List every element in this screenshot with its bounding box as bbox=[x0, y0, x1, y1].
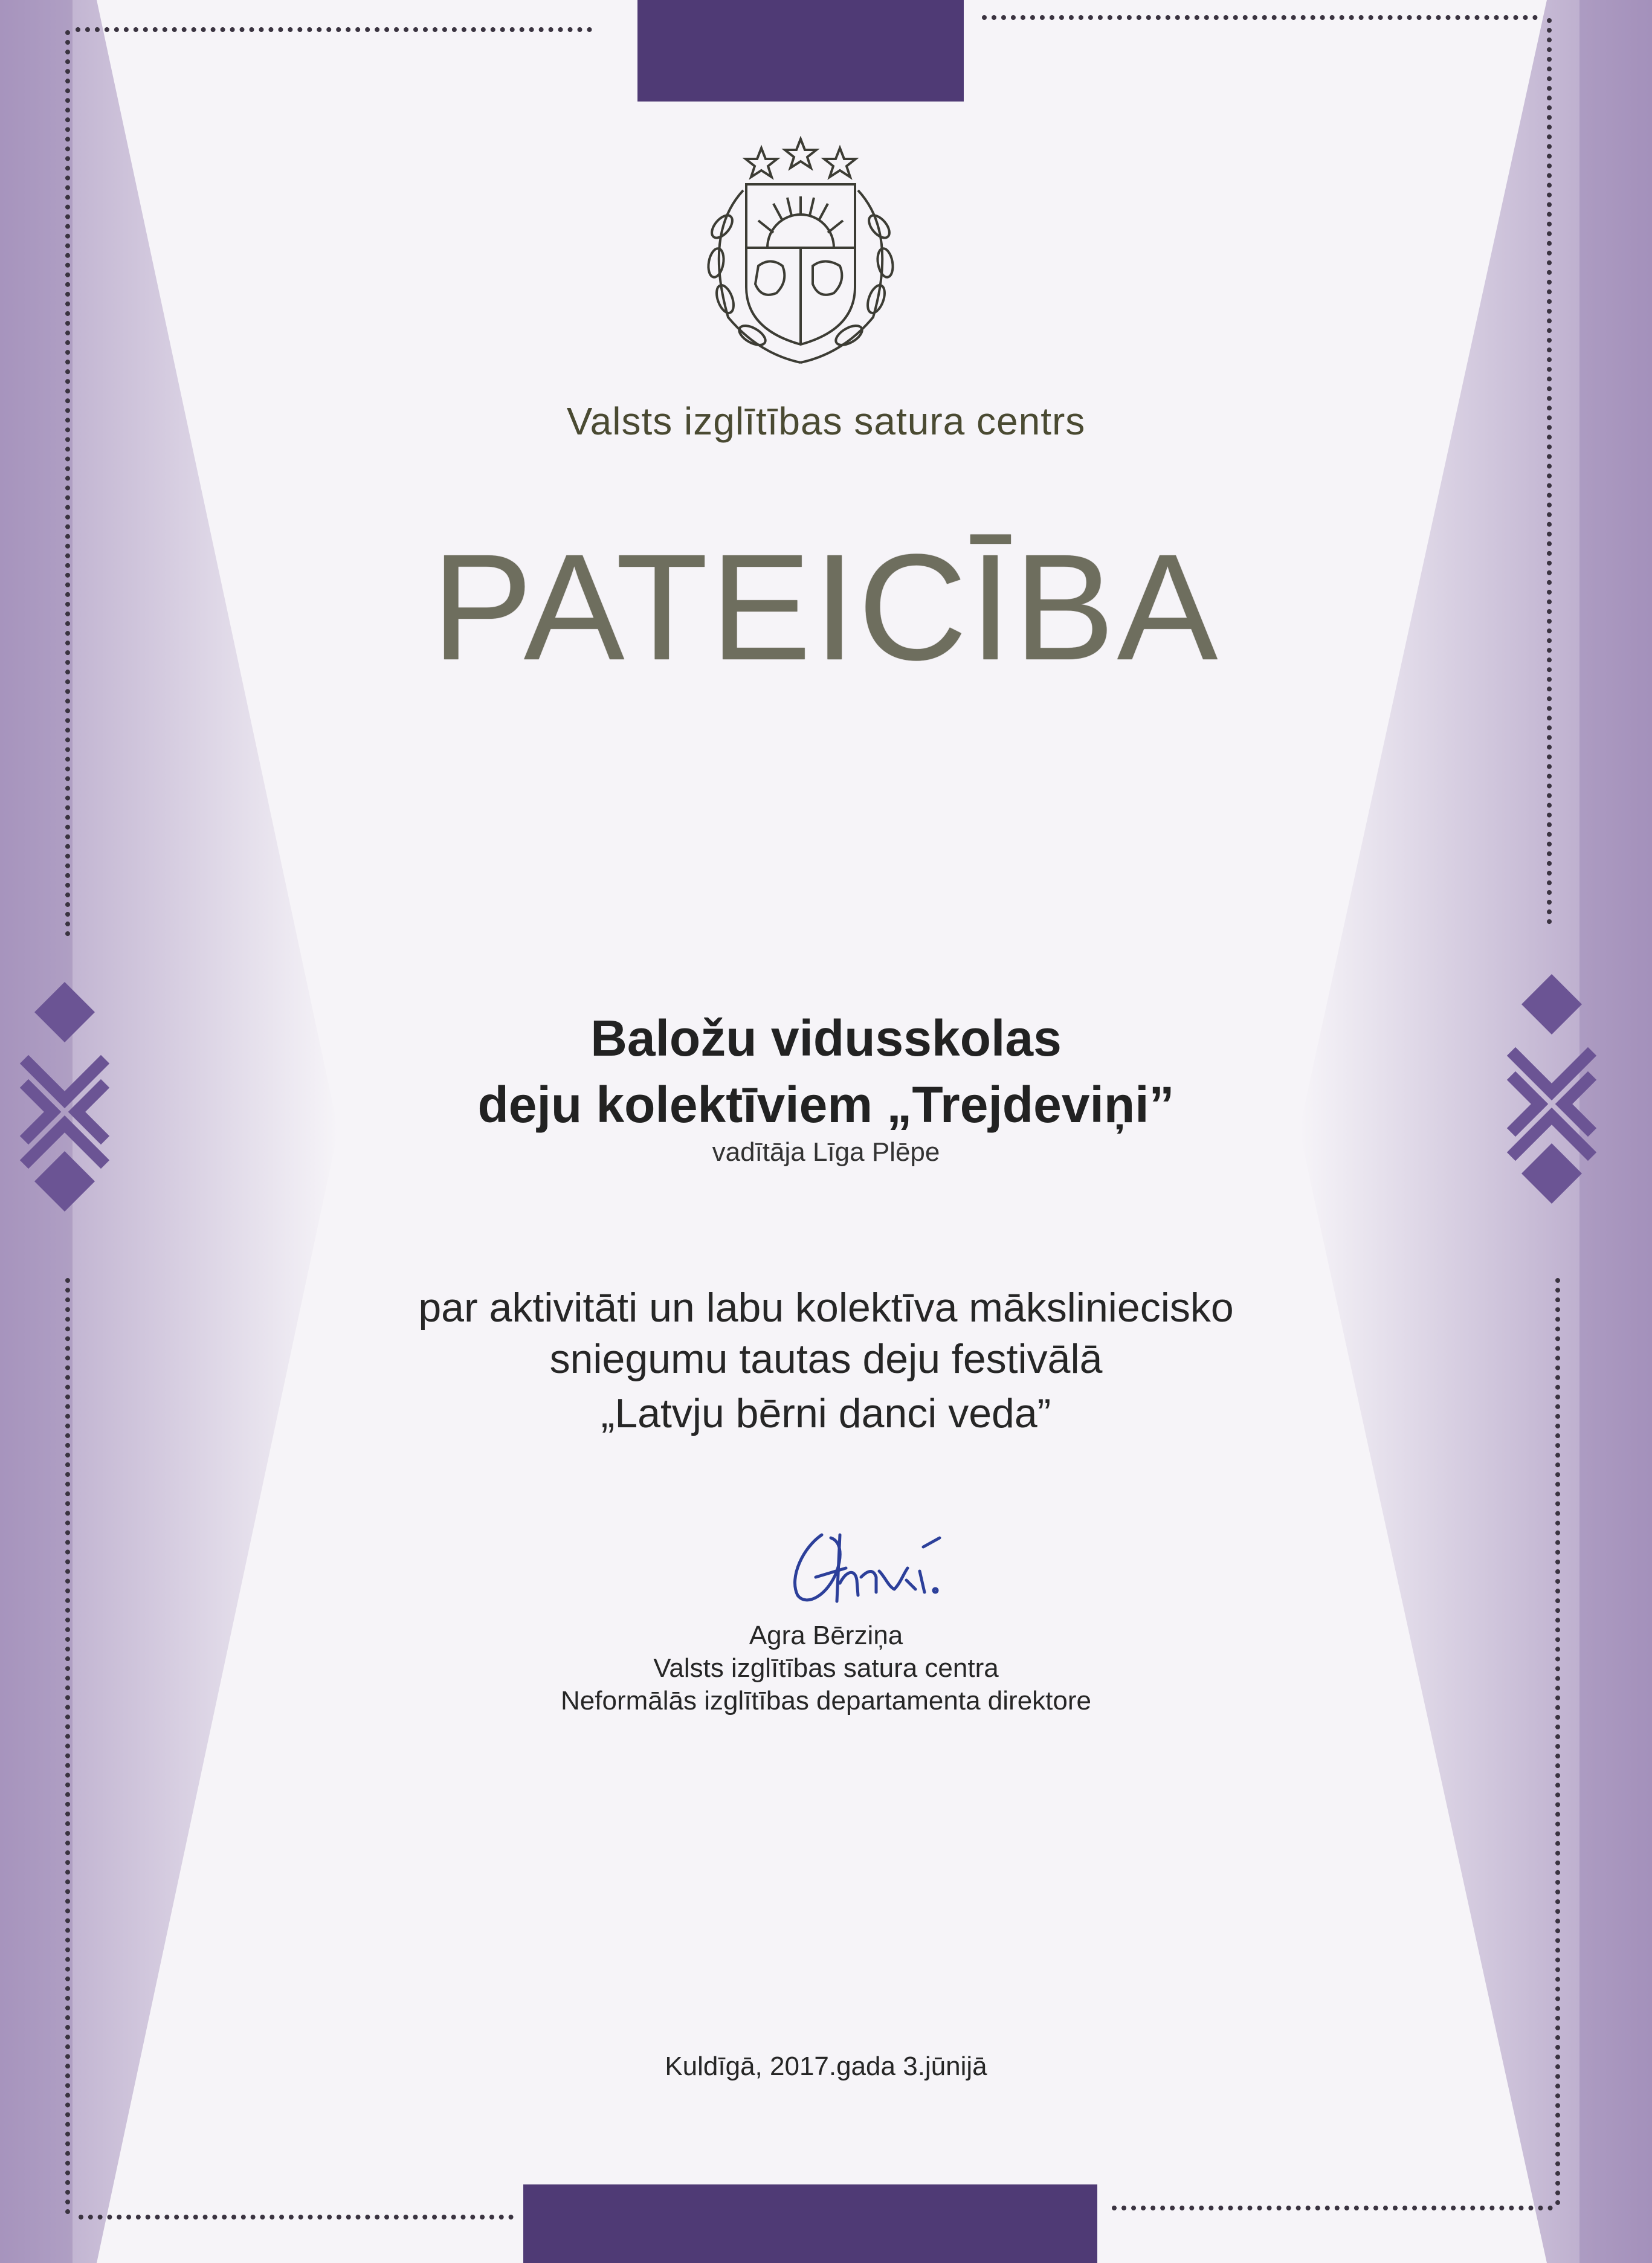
border-right-upper bbox=[1547, 18, 1552, 925]
reason-line-2: sniegumu tautas deju festivālā bbox=[549, 1336, 1103, 1382]
signatory-organization: Valsts izglītības satura centra bbox=[653, 1653, 999, 1683]
organization-name: Valsts izglītības satura centrs bbox=[566, 399, 1086, 443]
border-top-left bbox=[76, 27, 592, 32]
signatory-role: Neformālās izglītības departamenta direktore bbox=[561, 1686, 1091, 1716]
group-leader: vadītāja Līga Plēpe bbox=[712, 1137, 940, 1167]
signatory-name: Agra Bērziņa bbox=[749, 1621, 903, 1650]
signature bbox=[779, 1511, 961, 1625]
border-top-right bbox=[982, 15, 1538, 20]
border-bottom-right bbox=[1112, 2206, 1553, 2210]
place-and-date: Kuldīgā, 2017.gada 3.jūnijā bbox=[665, 2052, 987, 2081]
certificate-title: PATEICĪBA bbox=[431, 523, 1221, 691]
reason-line-1: par aktivitāti un labu kolektīva māksliniecisko bbox=[418, 1285, 1234, 1331]
coat-of-arms-icon bbox=[686, 136, 915, 369]
bottom-accent-band bbox=[523, 2184, 1097, 2263]
top-accent-band bbox=[637, 0, 964, 102]
recipient-line-2: deju kolektīviem „Trejdeviņi” bbox=[477, 1076, 1175, 1133]
reason-line-3: „Latvju bērni danci veda” bbox=[601, 1390, 1051, 1436]
border-left-upper bbox=[65, 30, 70, 937]
recipient-line-1: Baložu vidusskolas bbox=[590, 1010, 1062, 1067]
border-bottom-left bbox=[79, 2215, 514, 2219]
